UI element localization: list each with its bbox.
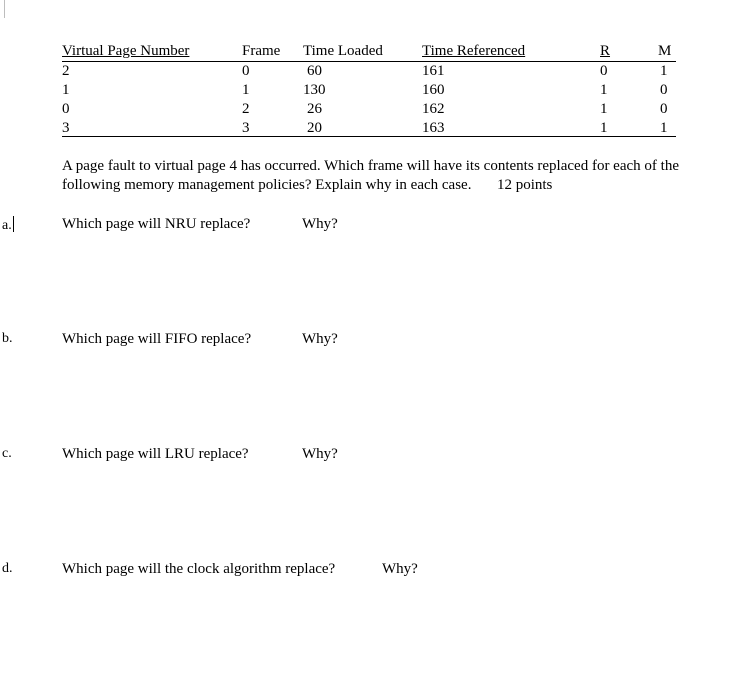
question-a-text: Which page will NRU replace? xyxy=(62,216,251,232)
cell-m: 0 xyxy=(660,82,668,98)
question-c-text: Which page will LRU replace? xyxy=(62,446,249,462)
cell-virtual-page: 1 xyxy=(62,82,70,98)
cell-time-loaded: 60 xyxy=(307,63,322,79)
cell-r: 1 xyxy=(600,82,608,98)
header-frame: Frame xyxy=(242,43,281,59)
question-d-why: Why? xyxy=(382,561,418,577)
cell-virtual-page: 2 xyxy=(62,63,70,79)
points-label: 12 points xyxy=(496,177,553,193)
cell-frame: 2 xyxy=(242,101,250,117)
table-header-rule xyxy=(62,61,676,62)
cell-time-referenced: 160 xyxy=(422,82,445,98)
text-cursor xyxy=(13,216,14,232)
table-bottom-rule xyxy=(62,136,676,137)
page-corner-mark xyxy=(4,0,5,18)
cell-time-loaded: 130 xyxy=(303,82,326,98)
header-m: M xyxy=(658,43,672,59)
header-time-referenced: Time Referenced xyxy=(422,43,526,59)
question-c-why: Why? xyxy=(302,446,338,462)
question-a-why: Why? xyxy=(302,216,338,232)
page-table xyxy=(62,42,676,138)
cell-r: 1 xyxy=(600,120,608,136)
header-virtual-page: Virtual Page Number xyxy=(62,43,190,59)
cell-r: 1 xyxy=(600,101,608,117)
prompt-line-2 xyxy=(62,176,756,195)
question-letter-d: d. xyxy=(2,561,13,576)
header-time-loaded: Time Loaded xyxy=(303,43,383,59)
question-prompt xyxy=(62,157,756,195)
header-r: R xyxy=(600,43,611,59)
cell-virtual-page: 0 xyxy=(62,101,70,117)
cell-frame: 0 xyxy=(242,63,250,79)
question-letter-a: a. xyxy=(2,218,12,233)
cell-m: 1 xyxy=(660,63,668,79)
question-b-text: Which page will FIFO replace? xyxy=(62,331,252,347)
question-letter-b: b. xyxy=(2,331,13,346)
question-b-why: Why? xyxy=(302,331,338,347)
cell-m: 1 xyxy=(660,120,668,136)
prompt-line-2-text: following memory management policies? Explain why in each case. xyxy=(62,177,472,193)
cell-frame: 3 xyxy=(242,120,250,136)
cell-time-loaded: 20 xyxy=(307,120,322,136)
cell-m: 0 xyxy=(660,101,668,117)
prompt-line-1: A page fault to virtual page 4 has occurred. Which frame will have its contents replaced for each of the xyxy=(62,158,679,174)
cell-r: 0 xyxy=(600,63,608,79)
cell-virtual-page: 3 xyxy=(62,120,70,136)
cell-frame: 1 xyxy=(242,82,250,98)
cell-time-referenced: 161 xyxy=(422,63,445,79)
question-letter-c: c. xyxy=(2,446,12,461)
cell-time-referenced: 162 xyxy=(422,101,445,117)
question-d-text: Which page will the clock algorithm replace? xyxy=(62,561,336,577)
cell-time-referenced: 163 xyxy=(422,120,445,136)
cell-time-loaded: 26 xyxy=(307,101,322,117)
